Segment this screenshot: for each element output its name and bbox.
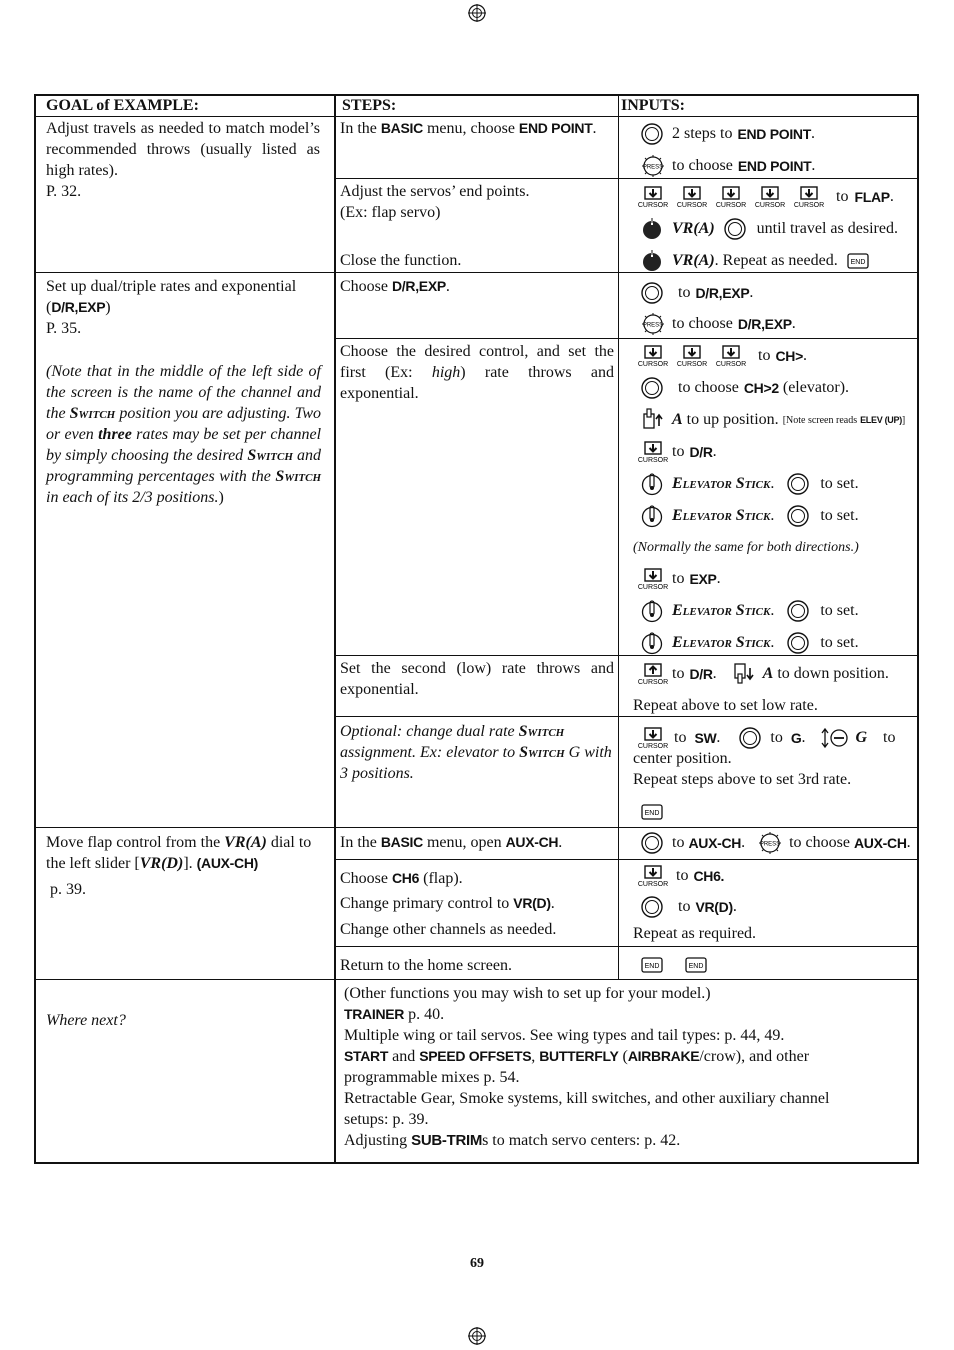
vr-a-label: VR(A) xyxy=(224,834,267,851)
row-divider xyxy=(334,178,919,179)
step-text: ) rate throws and exponential. xyxy=(340,364,614,402)
end-icon[interactable] xyxy=(846,252,870,270)
input-text: to xyxy=(770,729,783,746)
ch-keyword: CH> xyxy=(775,348,803,364)
aux-ch-keyword: AUX-CH xyxy=(688,835,742,851)
vr-knob-icon[interactable] xyxy=(640,249,664,273)
step-text: Adjust the servos’ end points. xyxy=(340,183,530,200)
note-text: in each of its 2/3 positions. xyxy=(46,489,219,506)
input-text: to choose xyxy=(672,315,733,332)
step-text: Choose the desired control, and set the first (Ex: xyxy=(340,343,614,381)
period: . xyxy=(770,602,775,619)
screen-note: [Note screen reads xyxy=(782,414,858,426)
input-text: to xyxy=(678,898,691,915)
header-divider xyxy=(34,116,919,117)
stick-up-icon[interactable] xyxy=(640,598,664,624)
input-row xyxy=(640,800,664,824)
aux-ch-keyword: AUX-CH xyxy=(505,834,559,850)
input-text: to set. xyxy=(820,475,859,492)
dial-icon[interactable] xyxy=(786,631,810,655)
input-row xyxy=(638,185,894,209)
period: . xyxy=(445,278,450,295)
cursor-down-icon[interactable] xyxy=(638,865,668,887)
step-text: Change primary control to xyxy=(340,895,514,912)
input-text: to xyxy=(672,570,685,587)
cursor-down-icon[interactable] xyxy=(794,186,824,208)
page-reference: P. 32. xyxy=(46,183,82,200)
goal-text: ]. xyxy=(183,855,193,872)
input-row xyxy=(640,472,859,496)
list-item: setups: p. 39. xyxy=(344,1111,429,1128)
input-row xyxy=(638,567,721,591)
stick-down-icon[interactable] xyxy=(640,630,664,656)
goal-text: Set up dual/triple rates and exponential xyxy=(46,278,297,295)
input-row xyxy=(640,504,859,528)
list-item: programmable mixes p. 54. xyxy=(344,1069,520,1086)
switch-up-icon[interactable] xyxy=(640,408,664,432)
input-row xyxy=(638,344,807,368)
input-row xyxy=(640,122,815,146)
period: . xyxy=(791,315,796,332)
speed-offsets-keyword: SPEED OFFSETS xyxy=(419,1048,532,1064)
list-text: , xyxy=(531,1048,540,1065)
list-item: Multiple wing or tail servos. See wing types and tail types: p. 44, 49. xyxy=(344,1027,785,1044)
end-point-keyword: END POINT xyxy=(518,120,593,136)
vr-d-keyword: VR(D) xyxy=(513,895,551,911)
period: . xyxy=(811,157,816,174)
input-text: to xyxy=(758,347,771,364)
repeat-low-rate: Repeat above to set low rate. xyxy=(633,697,818,714)
other-functions-intro: (Other functions you may wish to set up for your model.) xyxy=(344,985,711,1002)
dial-icon[interactable] xyxy=(786,599,810,623)
goal-text: Adjust travels as needed to match model’s recommended throws (usually listed as high rates). xyxy=(46,120,320,179)
row-divider xyxy=(334,338,919,339)
list-item xyxy=(344,1046,904,1067)
cursor-down-icon[interactable] xyxy=(677,345,707,367)
period: . xyxy=(889,188,894,205)
step-text: menu, open xyxy=(422,834,506,851)
input-text: to set. xyxy=(820,507,859,524)
three-emphasis: three xyxy=(98,426,132,443)
goal-dual-rates: Set up dual/triple rates and exponential (D/R,EXP) P. 35. xyxy=(46,278,297,337)
butterfly-keyword: BUTTERFLY xyxy=(539,1048,619,1064)
input-row xyxy=(638,440,717,464)
basic-keyword: BASIC xyxy=(380,120,423,136)
dial-icon[interactable] xyxy=(738,726,762,750)
dr-exp-keyword: D/R,EXP xyxy=(737,316,792,332)
elevator-stick-term: Elevator Stick xyxy=(672,475,771,492)
note-text: (Note that in the middle of the left side of the screen is the name of the channel and the xyxy=(46,363,321,422)
note-text: rates may be set per channel by simply choosing the desired xyxy=(46,426,322,464)
table-border-right xyxy=(917,94,919,1164)
elevator-stick-term: Elevator Stick xyxy=(672,634,771,651)
column-divider xyxy=(618,94,619,979)
step-text: Optional: change dual rate xyxy=(340,723,515,740)
period: . xyxy=(550,895,555,912)
header-steps: STEPS: xyxy=(342,97,397,114)
input-text: to xyxy=(672,665,685,682)
input-row xyxy=(640,376,849,400)
where-next: Where next? xyxy=(46,1012,126,1029)
input-row xyxy=(640,217,898,241)
trainer-keyword: TRAINER xyxy=(344,1006,405,1022)
period: . xyxy=(592,120,597,137)
step-first-rate xyxy=(340,341,614,404)
dr-exp-keyword: D/R,EXP xyxy=(51,299,106,315)
dial-icon[interactable] xyxy=(640,831,664,855)
switch-down-icon[interactable] xyxy=(731,662,755,686)
dial-icon[interactable] xyxy=(640,122,664,146)
switch-term: Switch xyxy=(275,468,321,485)
dial-icon[interactable] xyxy=(723,217,747,241)
dial-icon[interactable] xyxy=(786,504,810,528)
end-point-keyword: END POINT xyxy=(737,158,812,174)
switch-g-label: G xyxy=(855,729,868,746)
input-row xyxy=(640,154,815,178)
step-text: menu, choose xyxy=(422,120,519,137)
goal-move-flap xyxy=(46,832,322,874)
stick-up-icon[interactable] xyxy=(640,471,664,497)
basic-keyword: BASIC xyxy=(380,834,423,850)
list-text: Adjusting xyxy=(344,1132,412,1149)
vr-a-label: VR(A) xyxy=(672,252,715,269)
press-icon[interactable] xyxy=(640,154,666,178)
aux-ch-keyword: AUX-CH xyxy=(853,835,907,851)
input-row xyxy=(640,631,859,655)
row-divider xyxy=(34,979,919,980)
input-text: (elevator). xyxy=(782,379,850,396)
center-position: center position. xyxy=(633,750,732,767)
switch-a-label: A xyxy=(762,665,774,682)
input-text: to set. xyxy=(820,634,859,651)
period: . xyxy=(712,443,717,460)
list-text: ( xyxy=(618,1048,628,1065)
ch6-keyword: CH6. xyxy=(693,868,725,884)
row-divider xyxy=(34,827,919,828)
dial-icon[interactable] xyxy=(640,376,664,400)
step-text: Choose xyxy=(340,278,392,295)
vr-d-label: VR(D) xyxy=(139,855,184,872)
step-text: In the xyxy=(340,834,381,851)
input-text: until travel as desired. xyxy=(756,220,898,237)
input-row xyxy=(640,895,737,919)
sw-keyword: SW xyxy=(694,730,717,746)
sub-trim-keyword: SUB-TRIM xyxy=(411,1132,483,1149)
high-term: high xyxy=(431,364,461,381)
dr-exp-keyword: D/R,EXP xyxy=(695,285,750,301)
step-optional-switch xyxy=(340,721,614,784)
dial-icon[interactable] xyxy=(640,895,664,919)
step-second-rate: Set the second (low) rate throws and exponential. xyxy=(340,660,614,698)
input-row xyxy=(638,864,724,888)
input-text: to xyxy=(674,729,687,746)
flap-keyword: FLAP xyxy=(854,189,890,205)
switch-term: Switch xyxy=(247,447,293,464)
step-change-primary xyxy=(340,893,614,914)
cursor-down-icon[interactable] xyxy=(638,441,668,463)
step-choose-dr-exp xyxy=(340,276,614,297)
end-icon[interactable] xyxy=(640,956,664,974)
period: . xyxy=(741,834,746,851)
input-text: to xyxy=(672,443,685,460)
input-row xyxy=(638,726,895,750)
switch-a-label: A xyxy=(672,411,683,428)
period: . xyxy=(716,570,721,587)
input-text: to choose xyxy=(678,379,739,396)
table-border-bottom xyxy=(34,1162,919,1164)
list-text: s to match servo centers: p. 42. xyxy=(482,1132,681,1149)
cursor-down-icon[interactable] xyxy=(755,186,785,208)
step-close-function: Close the function. xyxy=(340,252,462,269)
stick-down-icon[interactable] xyxy=(640,503,664,529)
input-text: to xyxy=(672,834,685,851)
goal-text: dial to the left slider [ xyxy=(46,834,312,872)
step-return-home: Return to the home screen. xyxy=(340,957,512,974)
input-row xyxy=(640,953,708,977)
list-text: and xyxy=(388,1048,420,1065)
input-text: to xyxy=(836,188,849,205)
end-icon[interactable] xyxy=(640,803,664,821)
list-text: /crow), and other xyxy=(699,1048,810,1065)
page-number: 69 xyxy=(470,1256,484,1271)
period: . xyxy=(810,125,815,142)
g-keyword: G xyxy=(790,730,802,746)
period: . xyxy=(770,634,775,651)
registration-mark-bottom-icon xyxy=(468,1327,486,1345)
period: . xyxy=(558,834,563,851)
start-keyword: START xyxy=(344,1048,389,1064)
switch-term: Switch xyxy=(519,744,565,761)
switch-note xyxy=(46,361,321,508)
press-icon[interactable] xyxy=(757,831,783,855)
input-text: to set. xyxy=(820,602,859,619)
three-position-switch-icon[interactable] xyxy=(819,726,849,750)
dr-keyword: D/R xyxy=(689,666,713,682)
step-text: assignment. Ex: elevator to xyxy=(340,744,516,761)
cursor-up-icon[interactable] xyxy=(638,663,668,685)
column-divider xyxy=(334,94,336,1164)
period: . xyxy=(801,729,806,746)
vr-a-label: VR(A) xyxy=(672,220,715,237)
period: . xyxy=(802,347,807,364)
period: . xyxy=(906,834,911,851)
list-item: Retractable Gear, Smoke systems, kill switches, and other auxiliary channel xyxy=(344,1090,830,1107)
input-row xyxy=(640,312,796,336)
elevator-stick-term: Elevator Stick xyxy=(672,507,771,524)
list-text: p. 40. xyxy=(404,1006,445,1023)
input-text: to up position. xyxy=(686,411,779,428)
vr-knob-icon[interactable] xyxy=(640,217,664,241)
list-item xyxy=(344,1130,904,1151)
input-text: 2 steps to xyxy=(672,125,733,142)
note-text: and programming percentages with the xyxy=(46,447,322,485)
step-choose-ch6 xyxy=(340,868,614,889)
period: . xyxy=(749,284,754,301)
cursor-down-icon[interactable] xyxy=(638,345,668,367)
period: . xyxy=(770,507,775,524)
goal-text: Move flap control from the xyxy=(46,834,221,851)
table-border-left xyxy=(34,94,36,1164)
period: . xyxy=(770,475,775,492)
switch-term: Switch xyxy=(69,405,116,422)
normally-note: (Normally the same for both directions.) xyxy=(633,540,859,555)
input-text: to choose xyxy=(672,157,733,174)
repeat-3rd-rate: Repeat steps above to set 3rd rate. xyxy=(633,771,852,788)
cursor-down-icon[interactable] xyxy=(638,568,668,590)
step-text: G with 3 positions. xyxy=(340,744,612,782)
elevator-stick-term: Elevator Stick xyxy=(672,602,771,619)
input-text: to xyxy=(883,729,896,746)
repeat-required: Repeat as required. xyxy=(633,925,757,942)
note-text: ) xyxy=(218,489,224,506)
step-text: Choose xyxy=(340,870,392,887)
cursor-down-icon[interactable] xyxy=(716,186,746,208)
list-item xyxy=(344,1004,904,1025)
row-divider xyxy=(334,859,919,860)
input-text: . Repeat as needed. xyxy=(714,252,838,269)
step-adjust-servos xyxy=(340,181,614,223)
cursor-down-icon[interactable] xyxy=(638,186,668,208)
cursor-down-icon[interactable] xyxy=(716,345,746,367)
header-inputs: INPUTS: xyxy=(621,97,686,114)
other-functions-list xyxy=(344,983,904,1151)
end-point-keyword: END POINT xyxy=(737,126,811,142)
note-text: position you are adjusting. Two or even xyxy=(46,405,322,443)
airbrake-keyword: AIRBRAKE xyxy=(627,1048,700,1064)
input-row xyxy=(640,831,911,855)
step-open-aux-ch xyxy=(340,832,614,853)
input-text: to down position. xyxy=(777,665,889,682)
screen-note: ] xyxy=(901,414,906,426)
period: . xyxy=(732,898,737,915)
press-icon[interactable] xyxy=(640,312,666,336)
ch6-keyword: CH6 xyxy=(392,870,420,886)
step-choose-end-point xyxy=(340,118,614,139)
aux-ch-keyword: (AUX-CH) xyxy=(196,855,259,871)
cursor-down-icon[interactable] xyxy=(638,727,668,749)
period: . xyxy=(712,665,717,682)
header-goal: GOAL of EXAMPLE: xyxy=(46,97,199,114)
row-divider xyxy=(334,655,919,656)
dr-exp-keyword: D/R,EXP xyxy=(392,278,446,294)
input-text: to choose xyxy=(789,834,850,851)
step-text: In the xyxy=(340,120,381,137)
step-change-other: Change other channels as needed. xyxy=(340,921,557,938)
page-reference: P. 35. xyxy=(46,320,82,337)
cursor-down-icon[interactable] xyxy=(677,186,707,208)
period: . xyxy=(716,729,721,746)
input-row xyxy=(640,281,753,305)
switch-term: Switch xyxy=(518,723,565,740)
goal-end-point xyxy=(46,118,320,202)
dr-keyword: D/R xyxy=(689,444,713,460)
dial-icon[interactable] xyxy=(640,281,664,305)
step-text: (flap). xyxy=(419,870,463,887)
input-row xyxy=(638,662,889,686)
ch2-keyword: CH>2 xyxy=(743,380,779,396)
input-text: to xyxy=(678,284,691,301)
row-divider xyxy=(334,946,919,947)
exp-keyword: EXP xyxy=(689,571,717,587)
vr-d-keyword: VR(D) xyxy=(695,899,733,915)
row-divider xyxy=(334,716,919,717)
input-row xyxy=(640,599,859,623)
dial-icon[interactable] xyxy=(786,472,810,496)
step-text: (Ex: flap servo) xyxy=(340,204,441,221)
input-row xyxy=(640,408,905,432)
elev-up-keyword: ELEV (UP) xyxy=(860,415,902,425)
end-icon[interactable] xyxy=(684,956,708,974)
input-row xyxy=(640,249,870,273)
page-reference: p. 39. xyxy=(50,881,86,898)
input-text: to xyxy=(676,867,689,884)
